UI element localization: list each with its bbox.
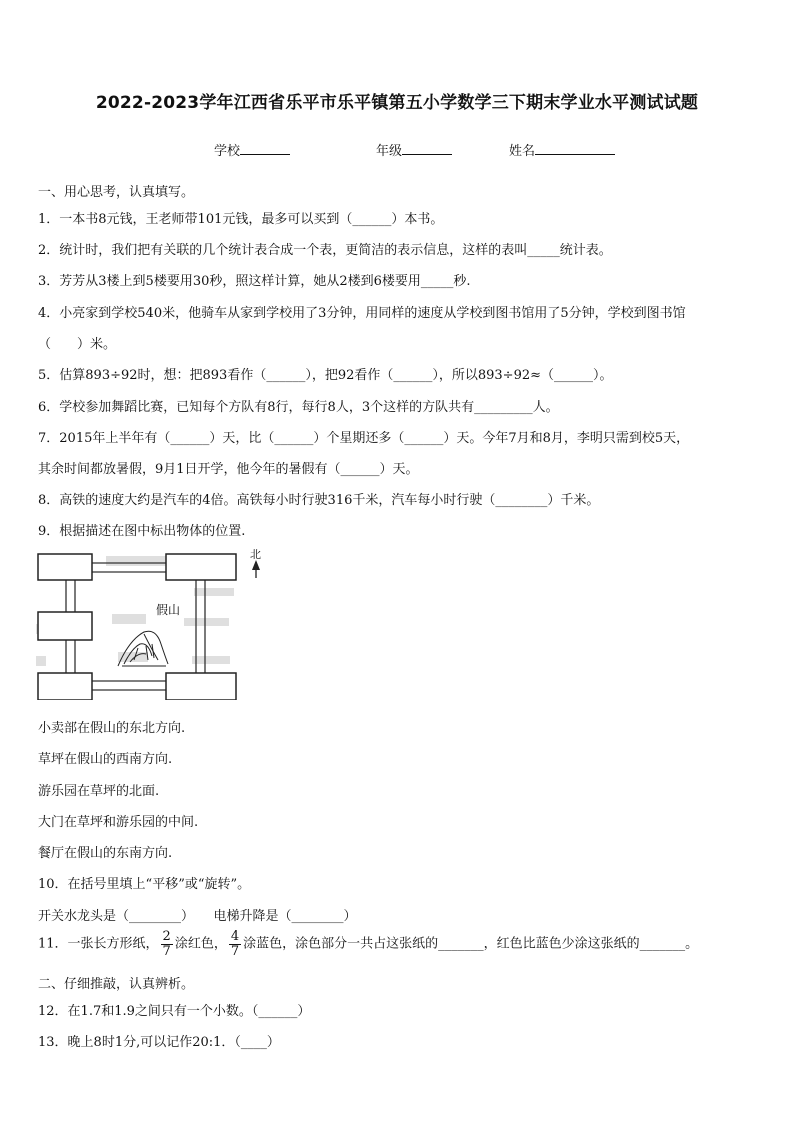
- description-5: 餐厅在假山的东南方向.: [38, 846, 173, 861]
- question-11: 11．一张长方形纸， $\frac{2}{7}$ 涂红色， $\frac{4}{7}$ 涂蓝色，涂色部分一共占这张纸的_______，红色比蓝色少涂这张纸的_______。: [38, 929, 699, 959]
- question-5: 5．估算893÷92时，想：把893看作（______），把92看作（______），所以893÷92≈（______）。: [38, 368, 613, 383]
- question-8: 8．高铁的速度大约是汽车的4倍。高铁每小时行驶316千米，汽车每小时行驶（________）千米。: [38, 493, 600, 508]
- description-1: 小卖部在假山的东北方向.: [38, 721, 186, 736]
- box-southwest: [38, 673, 92, 700]
- question-12: 12．在1.7和1.9之间只有一个小数。（______）: [38, 1004, 311, 1019]
- section-heading-1: 一、用心思考，认真填写。: [38, 185, 195, 200]
- box-west: [38, 612, 92, 640]
- fraction-2-7: $\frac{2}{7}$: [162, 929, 171, 959]
- question-7: 7．2015年上半年有（______）天，比（______）个星期还多（______）天。今年7月和8月，李明只需到校5天，: [38, 431, 690, 446]
- location-map-diagram: [34, 548, 266, 700]
- question-1: 1．一本书8元钱，王老师带101元钱，最多可以买到（______）本书。: [38, 212, 444, 227]
- question-10-items: 开关水龙头是（________） 电梯升降是（________）: [38, 909, 357, 924]
- box-northeast: [166, 554, 236, 580]
- school-label: 学校: [214, 144, 241, 159]
- description-4: 大门在草坪和游乐园的中间.: [38, 815, 199, 830]
- question-2: 2．统计时，我们把有关联的几个统计表合成一个表，更简洁的表示信息，这样的表叫_____统计表。: [38, 243, 612, 258]
- description-2: 草坪在假山的西南方向.: [38, 752, 173, 767]
- school-field: [214, 140, 290, 159]
- question-4: 4．小亮家到学校540米，他骑车从家到学校用了3分钟，用同样的速度从学校到图书馆用了5分钟，学校到图书馆: [38, 306, 686, 321]
- box-northwest: [38, 554, 92, 580]
- name-label: 姓名: [509, 144, 536, 159]
- question-7-cont: 其余时间都放暑假，9月1日开学，他今年的暑假有（______）天。: [38, 462, 419, 477]
- north-label: 北: [250, 548, 261, 561]
- grade-label: 年级: [376, 144, 403, 159]
- question-4-cont: （ ）米。: [38, 337, 117, 352]
- question-13: 13．晚上8时1分,可以记作20:1．（____）: [38, 1035, 280, 1050]
- box-southeast: [166, 673, 236, 700]
- page-title: 2022-2023学年江西省乐平市乐平镇第五小学数学三下期末学业水平测试试题: [95, 93, 699, 113]
- fraction-4-7: $\frac{4}{7}$: [230, 929, 240, 959]
- grade-field: [376, 140, 452, 159]
- section-heading-2: 二、仔细推敲，认真辨析。: [38, 977, 195, 992]
- hill-label: 假山: [156, 603, 181, 617]
- name-field: [509, 140, 615, 159]
- description-3: 游乐园在草坪的北面.: [38, 784, 160, 799]
- question-3: 3．芳芳从3楼上到5楼要用30秒，照这样计算，她从2楼到6楼要用_____秒.: [38, 274, 471, 289]
- question-10: 10．在括号里填上“平移”或“旋转”。: [38, 877, 251, 892]
- question-9: 9．根据描述在图中标出物体的位置.: [38, 524, 246, 539]
- question-6: 6．学校参加舞蹈比赛，已知每个方队有8行，每行8人，3个这样的方队共有_________人。: [38, 400, 559, 415]
